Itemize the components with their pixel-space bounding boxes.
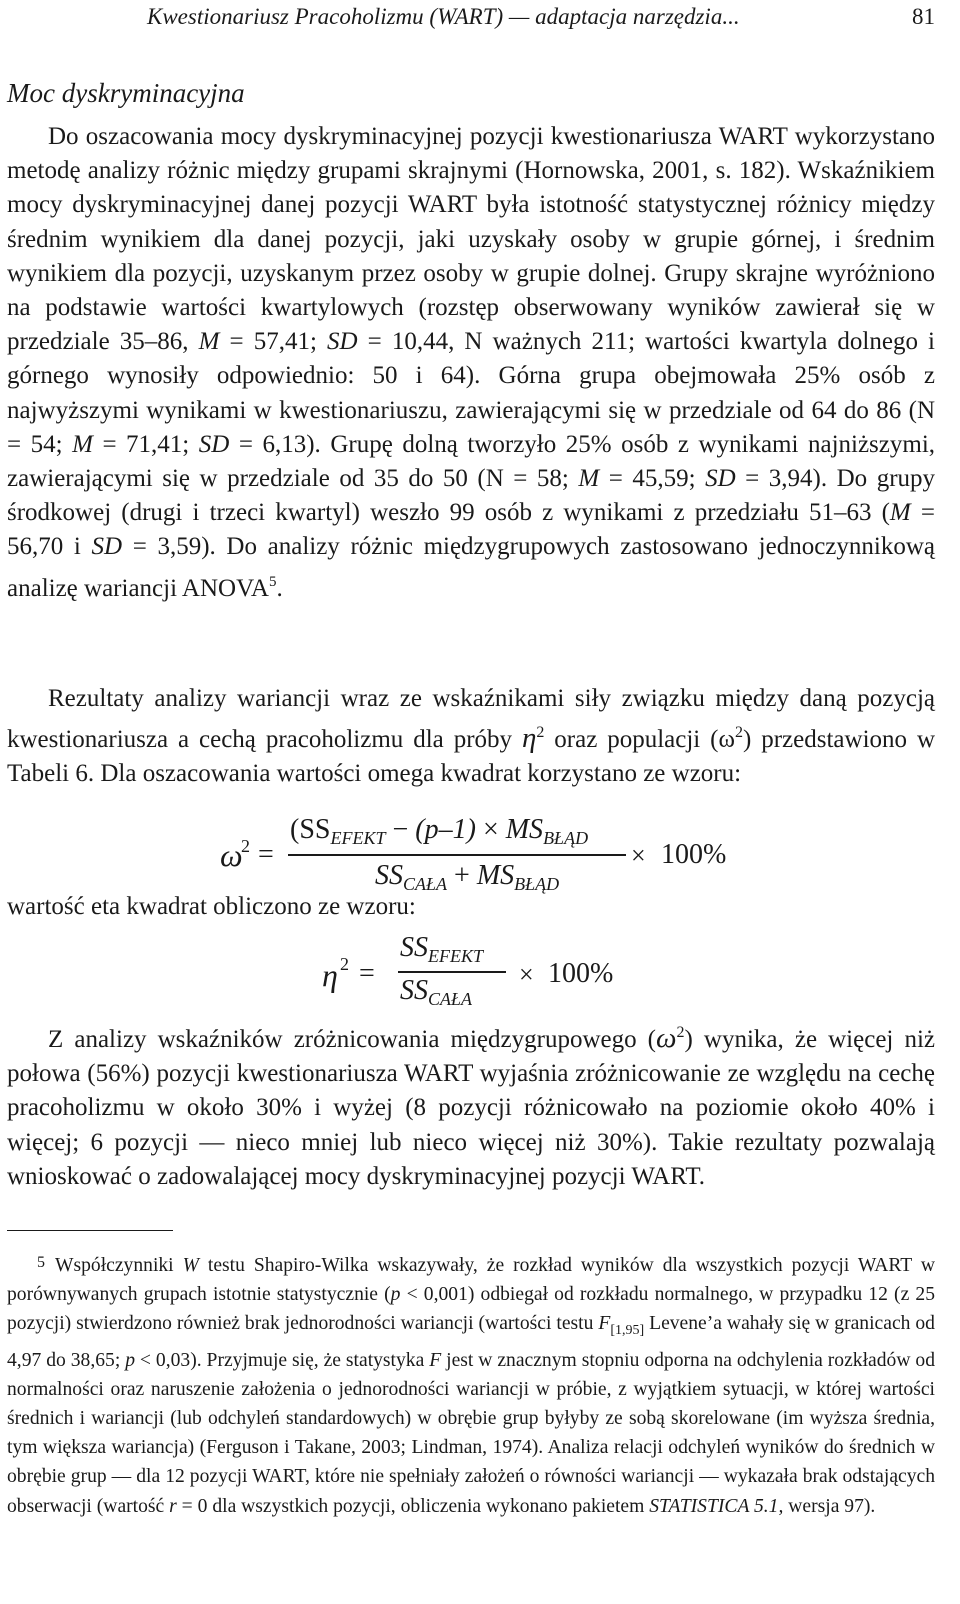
running-title: Kwestionariusz Pracoholizmu (WART) — adaptacja narzędzia... <box>147 4 740 29</box>
footnote-mark: 5 <box>37 1254 45 1271</box>
footnote-separator <box>7 1230 173 1231</box>
footnote-5: $^5$ Współczynniki W testu Shapiro-Wilka wskazywały, że rozkład wyników dla wszystkich pozycji WART w porównywanych grupach istotnie statystycznie (p < 0,001) odbiegał od rozkładu normalnego, w przypadku 12 (z 25 pozycji) stwierdzono również brak jednorodności wariancji (wartości testu $F_{[1,95]}$ Levene’a wahały się w granicach od 4,97 do 38,65; p < 0,03). Przyjmuje się, że statystyka F jest w znacznym stopniu odporna na odchylenia rozkładów od normalności oraz naruszenie założenia o jednorodności wariancji w próbie, z wyjątkiem sytuacji, w której wartości średnich i wariancji (lub odchyleń standardowych) w obrębie grup byłyby ze sobą skorelowane (im wyższa średnia, tym większa wariancja) (Ferguson i Takane, 2003; Lindman, 1974). Analiza relacji odchyleń wyników do średnich w obrębie grup — dla 12 pozycji WART, które nie spełniały założeń o równości wariancji — wykazała brak odstających obserwacji (wartość r = 0 dla wszystkich pozycji, obliczenia wykonano pakietem STATISTICA 5.1, wersja 97). <box>7 1254 935 1517</box>
omega-squared-formula: ω 2 = ($SS_{EFEKT} - (p-1) \times MS_{BŁĄD}$ $SS_{CAŁA} + MS_{BŁĄD}$ × 100% <box>220 814 727 894</box>
paragraph-method: Do oszacowania mocy dyskryminacyjnej pozycji kwestionariusza WART wykorzystano metodę analizy różnic między grupami skrajnymi (Hornowska, 2001, s. 182). Wskaźnikiem mocy dyskryminacyjnej danej pozycji WART była istotność statystycznej różnicy między średnim wynikiem dla danej pozycji, jaki uzyskały osoby w grupie górnej, i średnim wynikiem dla pozycji, uzyskanym przez osoby w grupie dolnej. Grupy skrajne wyróżniono na podstawie wartości kwartylowych (rozstęp obserwowany wyników zawierał się w przedziale 35–86, M = 57,41; SD = 10,44, N ważnych 211; wartości kwartyla dolnego i górnego wynosiły odpowiednio: 50 i 64). Górna grupa obejmowała 25% osób z najwyższymi wynikami w kwestionariuszu, zawierającymi się w przedziale od 64 do 86 (N = 54; M = 71,41; SD = 6,13). Grupę dolną tworzyło 25% osób z wynikami najniższymi, zawierającymi się w przedziale od 35 do 50 (N = 58; M = 45,59; SD = 3,94). Do grupy środkowej (drugi i trzeci kwartyl) weszło 99 osób z wynikami z przedziału 51–63 (M = 56,70 i SD = 3,59). Do analizy różnic międzygrupowych zastosowano jednoczynnikową analizę wariancji ANOVA$^5$. <box>7 123 936 602</box>
paragraph-conclusion: Z analizy wskaźników zróżnicowania międzygrupowego $(\omega^2)$ wynika, że więcej niż połowa (56%) pozycji kwestionariusza WART wyjaśnia zróżnicowanie ze względu na cechę pracoholizmu w około 30% i wyżej (8 pozycji różnicowało na poziomie około 40% i więcej; 6 pozycji — nieco mniej lub nieco więcej niż 30%). Takie rezultaty pozwalają wnioskować o zadowalającej mocy dyskryminacyjnej pozycji WART. <box>7 1022 935 1190</box>
running-header <box>147 2 935 32</box>
paragraph-eta-intro: wartość eta kwadrat obliczono ze wzoru: <box>7 893 416 920</box>
footnote-reference[interactable]: 5 <box>268 573 277 590</box>
paragraph-results: Rezultaty analizy wariancji wraz ze wskaźnikami siły związku między daną pozycją kwestionariusza a cechą pracoholizmu dla próby $\eta^2$ oraz populacji $(\omega^2)$ przedstawiono w Tabeli 6. Dla oszacowania wartości omega kwadrat korzystano ze wzoru: <box>7 685 936 788</box>
section-heading: Moc dyskryminacyjna <box>7 78 245 108</box>
eta-squared-formula: η 2 = $SS_{EFEKT}$ $SS_{CAŁA}$ × 100% <box>322 932 614 1009</box>
page-number: 81 <box>912 4 935 29</box>
